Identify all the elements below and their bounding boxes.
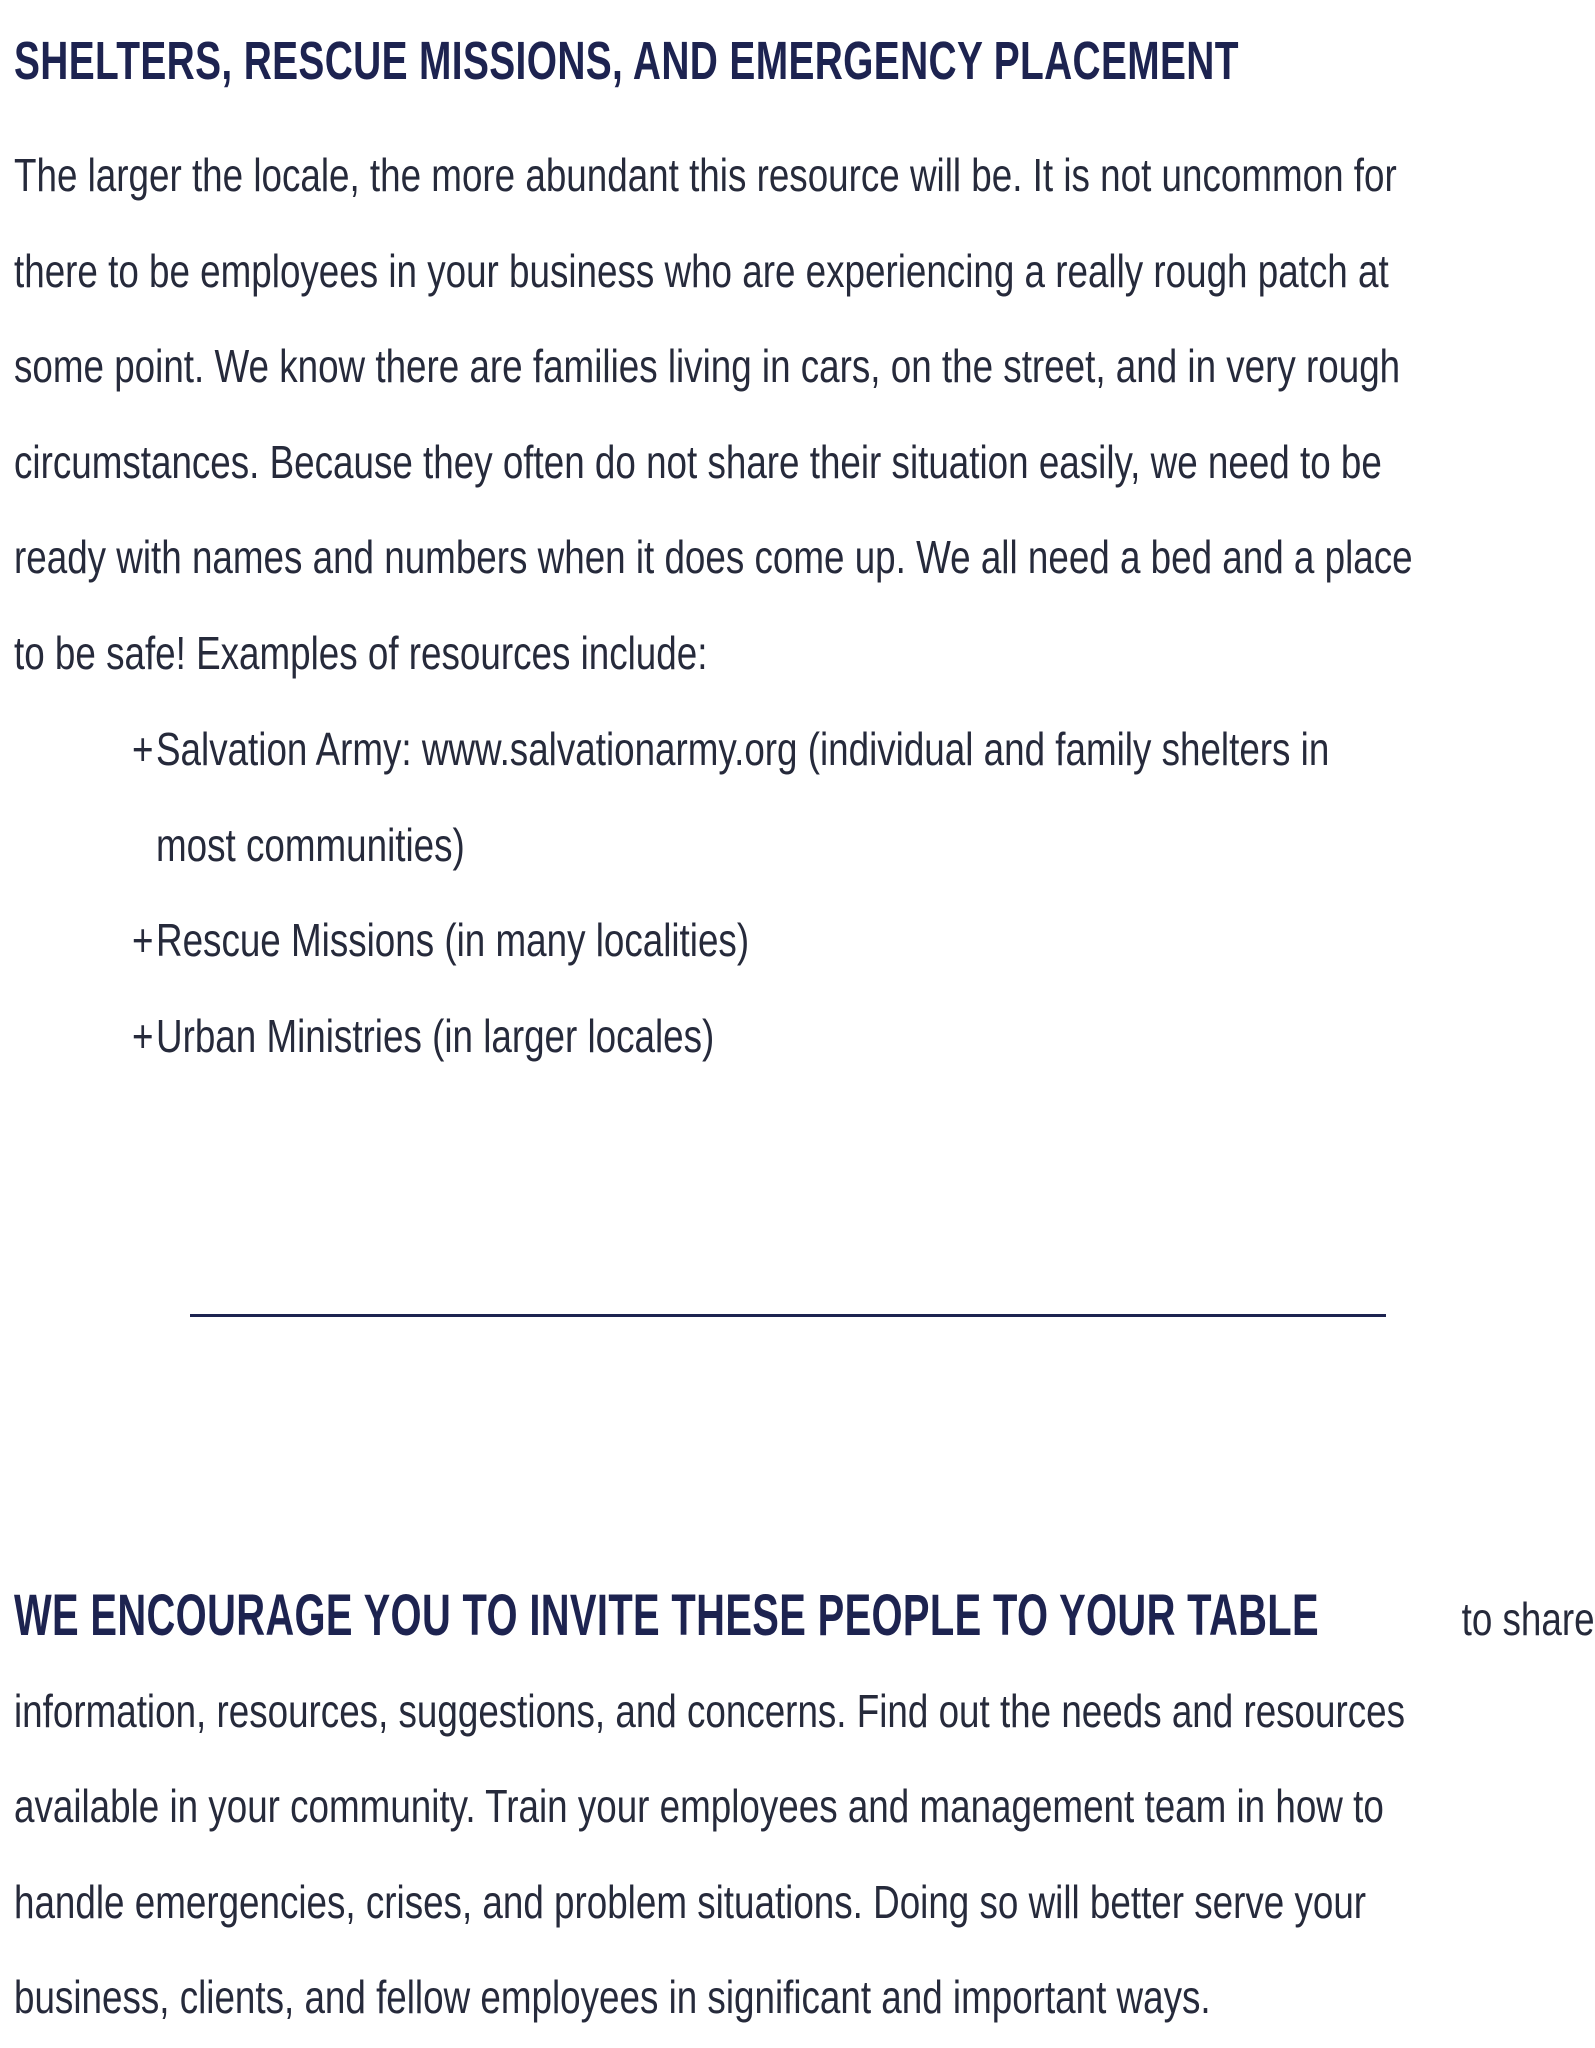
intro-line: circumstances. Because they often do not share their situation easily, we need to be: [14, 435, 1382, 488]
section-divider: [190, 1314, 1386, 1317]
resource-item-salvation-army: [132, 702, 1329, 893]
resource-item-rescue-missions: [132, 893, 1329, 989]
plus-bullet-icon: +: [132, 723, 154, 775]
closing-lead-rest: to share: [1451, 1593, 1595, 1645]
plus-bullet-icon: +: [132, 1009, 154, 1062]
closing-line: business, clients, and fellow employees in significant and important ways.: [14, 1971, 1211, 2023]
plus-bullet-icon: +: [132, 914, 154, 966]
intro-line: there to be employees in your business who are experiencing a really rough patch at: [14, 244, 1389, 297]
intro-line: to be safe! Examples of resources include:: [14, 626, 708, 679]
closing-line: handle emergencies, crises, and problem situations. Doing so will better serve your: [14, 1875, 1367, 1928]
closing-line: information, resources, suggestions, and concerns. Find out the needs and resources: [14, 1684, 1406, 1737]
closing-first-line: [14, 1568, 1595, 1664]
closing-lead: WE ENCOURAGE YOU TO INVITE THESE PEOPLE TO YOUR TABLE: [14, 1583, 1319, 1648]
resource-text: Urban Ministries (in larger locales): [156, 1009, 715, 1062]
intro-line: The larger the locale, the more abundant this resource will be. It is not uncommon for: [14, 149, 1397, 201]
resource-text-continued: most communities): [156, 818, 465, 871]
resource-text: Rescue Missions (in many localities): [156, 914, 750, 966]
closing-paragraph: [14, 1568, 1595, 2046]
intro-line: ready with names and numbers when it does come up. We all need a bed and a place: [14, 531, 1413, 583]
resource-text: Salvation Army: www.salvationarmy.org (individual and family shelters in: [156, 723, 1330, 775]
closing-line: available in your community. Train your employees and management team in how to: [14, 1780, 1384, 1832]
intro-paragraph: [14, 128, 1413, 701]
resource-list: [132, 702, 1329, 1084]
resource-item-urban-ministries: [132, 989, 1329, 1085]
section-heading: SHELTERS, RESCUE MISSIONS, AND EMERGENCY PLACEMENT: [14, 31, 1239, 91]
intro-line: some point. We know there are families living in cars, on the street, and in very rough: [14, 340, 1401, 392]
